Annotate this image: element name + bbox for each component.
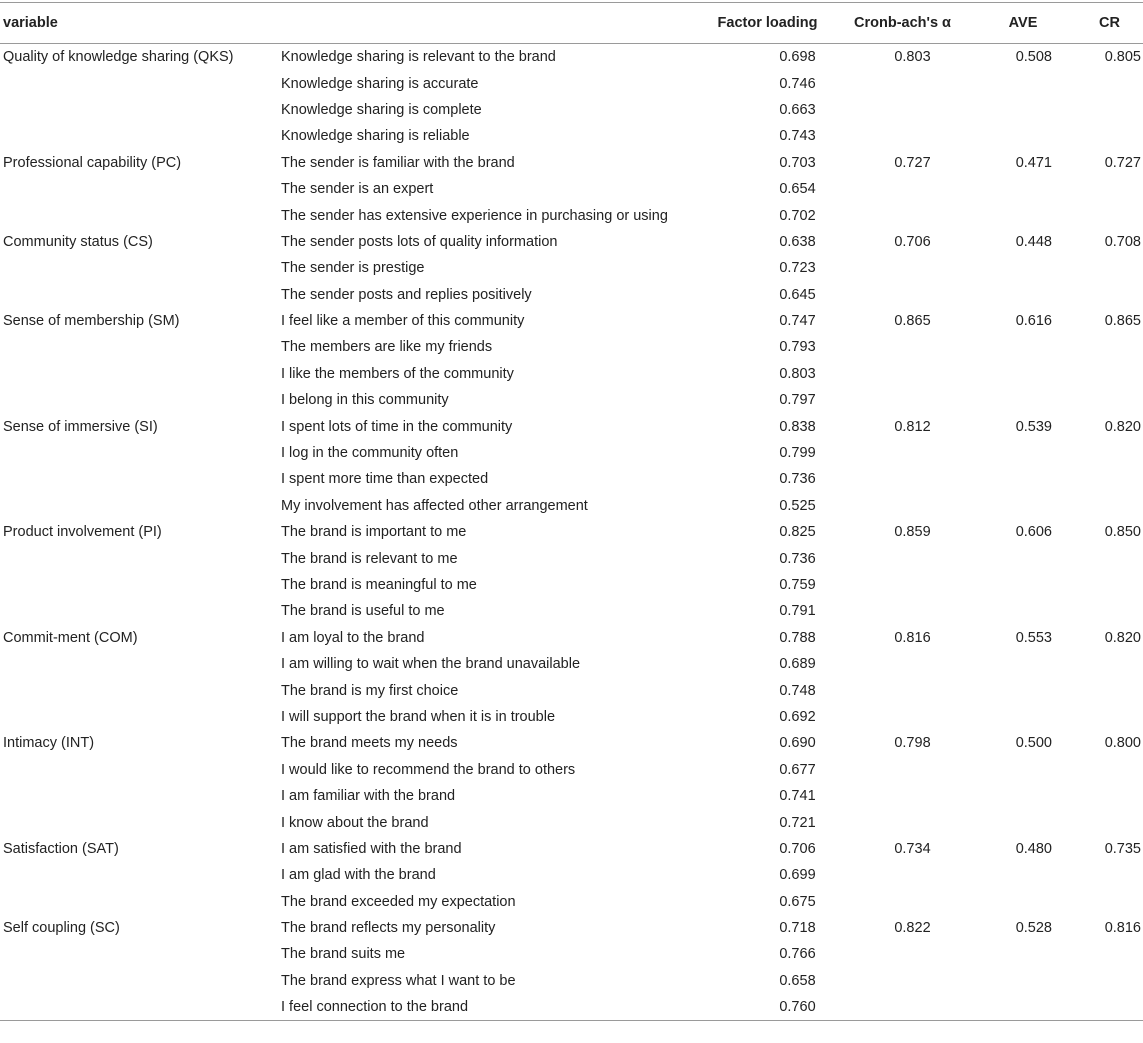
cell-variable <box>0 783 278 809</box>
header-ave: AVE <box>970 3 1076 44</box>
cell-ave <box>970 994 1076 1021</box>
cell-cr: 0.865 <box>1104 313 1141 330</box>
cell-ave: 0.448 <box>1015 233 1052 250</box>
cell-ave <box>970 466 1076 492</box>
cell-alpha: 0.798 <box>894 735 931 752</box>
cell-variable <box>0 545 278 571</box>
table-row <box>0 387 1143 413</box>
table-row <box>0 70 1143 96</box>
cell-factor-loading: 0.747 <box>779 313 816 330</box>
cell-factor-loading: 0.743 <box>779 128 816 145</box>
cell-ave <box>970 70 1076 96</box>
cell-item: The brand is my first choice <box>281 682 459 699</box>
cell-alpha: 0.812 <box>894 418 931 435</box>
cell-ave <box>970 123 1076 149</box>
cell-factor-loading: 0.793 <box>779 339 816 356</box>
cell-ave: 0.553 <box>1015 629 1052 646</box>
cell-cr: 0.816 <box>1104 920 1141 937</box>
cell-cr <box>1076 809 1143 835</box>
cell-variable: Sense of immersive (SI) <box>3 418 158 435</box>
cell-variable: Quality of knowledge sharing (QKS) <box>3 49 234 66</box>
table-row <box>0 229 1143 255</box>
cell-factor-loading: 0.698 <box>779 49 816 66</box>
cell-alpha <box>835 704 970 730</box>
cell-cr: 0.735 <box>1104 840 1141 857</box>
table-row <box>0 994 1143 1021</box>
cell-factor-loading: 0.675 <box>779 893 816 910</box>
cell-variable: Intimacy (INT) <box>3 735 95 752</box>
table-row <box>0 545 1143 571</box>
cell-alpha <box>835 862 970 888</box>
table-row <box>0 783 1143 809</box>
cell-factor-loading: 0.741 <box>779 788 816 805</box>
cell-cr <box>1076 202 1143 228</box>
cell-alpha <box>835 70 970 96</box>
cell-alpha <box>835 545 970 571</box>
cell-factor-loading: 0.748 <box>779 682 816 699</box>
header-item <box>278 3 700 44</box>
cell-variable <box>0 651 278 677</box>
header-factor-loading: Factor loading <box>700 3 835 44</box>
cell-variable <box>0 123 278 149</box>
cell-ave <box>970 545 1076 571</box>
table-row <box>0 757 1143 783</box>
cell-factor-loading: 0.654 <box>779 181 816 198</box>
table-row <box>0 572 1143 598</box>
cell-variable <box>0 677 278 703</box>
cell-item: The sender posts and replies positively <box>281 286 532 303</box>
header-variable: variable <box>0 3 278 44</box>
cell-factor-loading: 0.703 <box>779 154 816 171</box>
cell-ave <box>970 598 1076 624</box>
cell-item: The sender has extensive experience in purchasing or using <box>281 207 668 224</box>
cell-factor-loading: 0.797 <box>779 392 816 409</box>
cell-cr <box>1076 361 1143 387</box>
table-row <box>0 150 1143 176</box>
cell-variable <box>0 704 278 730</box>
cell-variable <box>0 572 278 598</box>
cell-cr <box>1076 677 1143 703</box>
cell-ave <box>970 862 1076 888</box>
table-row <box>0 677 1143 703</box>
cell-alpha <box>835 334 970 360</box>
cell-ave <box>970 704 1076 730</box>
cell-cr <box>1076 572 1143 598</box>
table-row <box>0 915 1143 941</box>
table-row <box>0 308 1143 334</box>
cell-alpha <box>835 361 970 387</box>
cell-cr <box>1076 598 1143 624</box>
cell-alpha <box>835 466 970 492</box>
cell-ave <box>970 440 1076 466</box>
cell-variable <box>0 889 278 915</box>
cell-ave <box>970 97 1076 123</box>
table-row <box>0 255 1143 281</box>
cell-ave <box>970 282 1076 308</box>
cell-factor-loading: 0.699 <box>779 867 816 884</box>
cell-cr: 0.820 <box>1104 418 1141 435</box>
cell-variable <box>0 387 278 413</box>
cell-factor-loading: 0.677 <box>779 761 816 778</box>
cell-item: The sender is familiar with the brand <box>281 154 515 171</box>
cell-item: The sender posts lots of quality information <box>281 233 558 250</box>
cell-alpha <box>835 97 970 123</box>
cell-cr: 0.820 <box>1104 629 1141 646</box>
cell-factor-loading: 0.760 <box>700 994 835 1021</box>
table-row <box>0 123 1143 149</box>
cell-factor-loading: 0.803 <box>779 365 816 382</box>
table-row <box>0 968 1143 994</box>
cell-cr <box>1076 334 1143 360</box>
header-row <box>0 3 1143 44</box>
cell-cr: 0.850 <box>1104 524 1141 541</box>
cell-alpha <box>835 493 970 519</box>
table-row <box>0 941 1143 967</box>
cell-cr <box>1076 704 1143 730</box>
cell-variable <box>0 440 278 466</box>
cell-alpha <box>835 123 970 149</box>
cell-ave: 0.471 <box>1015 154 1052 171</box>
cell-item: I am loyal to the brand <box>281 629 425 646</box>
cell-ave <box>970 809 1076 835</box>
cell-item: The brand is meaningful to me <box>281 577 477 593</box>
cell-variable <box>0 282 278 308</box>
cell-variable <box>0 493 278 519</box>
cell-variable <box>0 176 278 202</box>
cell-variable <box>0 968 278 994</box>
cell-cr: 0.805 <box>1104 49 1141 66</box>
cell-cr: 0.727 <box>1104 154 1141 171</box>
cell-item: I belong in this community <box>281 392 449 409</box>
cell-alpha: 0.859 <box>894 524 931 541</box>
table-row <box>0 413 1143 439</box>
table-row <box>0 97 1143 123</box>
cell-factor-loading: 0.838 <box>779 418 816 435</box>
table-row <box>0 889 1143 915</box>
cell-alpha <box>835 282 970 308</box>
cell-alpha <box>835 598 970 624</box>
cell-factor-loading: 0.723 <box>779 260 816 277</box>
cell-alpha: 0.803 <box>894 49 931 66</box>
cell-item: I am glad with the brand <box>281 867 436 884</box>
table-row <box>0 598 1143 624</box>
cell-ave: 0.480 <box>1015 840 1052 857</box>
table-row <box>0 466 1143 492</box>
cell-factor-loading: 0.721 <box>779 814 816 831</box>
table-row <box>0 282 1143 308</box>
cell-cr <box>1076 70 1143 96</box>
cell-alpha <box>835 783 970 809</box>
cell-item: The brand is important to me <box>281 524 467 541</box>
cell-cr <box>1076 862 1143 888</box>
table-row <box>0 361 1143 387</box>
cell-ave: 0.539 <box>1015 418 1052 435</box>
cell-alpha <box>835 176 970 202</box>
cell-item: Knowledge sharing is complete <box>281 101 482 118</box>
table-row <box>0 651 1143 677</box>
cell-factor-loading: 0.638 <box>779 233 816 250</box>
cell-item: Knowledge sharing is relevant to the brand <box>281 49 556 66</box>
cell-alpha <box>835 202 970 228</box>
cell-cr <box>1076 994 1143 1021</box>
cell-variable <box>0 994 278 1021</box>
cell-variable <box>0 757 278 783</box>
cell-ave <box>970 783 1076 809</box>
cell-variable: Commit-ment (COM) <box>3 629 138 646</box>
cell-factor-loading: 0.645 <box>779 286 816 303</box>
cell-ave <box>970 202 1076 228</box>
cell-ave <box>970 176 1076 202</box>
cell-cr <box>1076 123 1143 149</box>
cell-item: I would like to recommend the brand to others <box>281 761 576 778</box>
cell-factor-loading: 0.690 <box>779 735 816 752</box>
cell-alpha <box>835 968 970 994</box>
cell-alpha <box>835 387 970 413</box>
cell-ave <box>970 255 1076 281</box>
cell-variable <box>0 862 278 888</box>
cell-variable <box>0 941 278 967</box>
table-row <box>0 334 1143 360</box>
cell-item: I feel connection to the brand <box>278 994 700 1021</box>
cell-item: The brand express what I want to be <box>281 972 516 989</box>
cell-item: My involvement has affected other arrangement <box>281 497 588 514</box>
cell-factor-loading: 0.746 <box>779 75 816 92</box>
cell-item: I spent lots of time in the community <box>281 418 513 435</box>
cell-cr <box>1076 941 1143 967</box>
cell-cr: 0.708 <box>1104 233 1141 250</box>
cell-ave <box>970 334 1076 360</box>
table-row <box>0 862 1143 888</box>
cell-factor-loading: 0.759 <box>779 577 816 593</box>
cell-ave <box>970 889 1076 915</box>
cell-item: Knowledge sharing is reliable <box>281 128 470 145</box>
cell-cr <box>1076 466 1143 492</box>
cell-ave: 0.616 <box>1015 313 1052 330</box>
cell-cr <box>1076 651 1143 677</box>
cell-ave <box>970 677 1076 703</box>
cell-ave <box>970 651 1076 677</box>
cell-item: The brand exceeded my expectation <box>281 893 516 910</box>
cell-ave <box>970 968 1076 994</box>
cell-alpha: 0.816 <box>894 629 931 646</box>
table-body <box>0 44 1143 1021</box>
cell-item: The members are like my friends <box>281 339 493 356</box>
table-row <box>0 44 1143 71</box>
reliability-table <box>0 2 1143 1021</box>
cell-factor-loading: 0.663 <box>779 101 816 118</box>
table-row <box>0 625 1143 651</box>
cell-item: The brand is useful to me <box>281 603 445 620</box>
table-header <box>0 3 1143 44</box>
cell-item: I feel like a member of this community <box>281 313 525 330</box>
cell-alpha: 0.706 <box>894 233 931 250</box>
cell-factor-loading: 0.706 <box>779 840 816 857</box>
cell-variable <box>0 598 278 624</box>
cell-item: The brand meets my needs <box>281 735 458 752</box>
cell-variable <box>0 70 278 96</box>
cell-item: Knowledge sharing is accurate <box>281 75 479 92</box>
table-row <box>0 440 1143 466</box>
cell-variable: Product involvement (PI) <box>3 524 162 541</box>
cell-alpha <box>835 572 970 598</box>
cell-factor-loading: 0.799 <box>779 445 816 462</box>
cell-ave: 0.508 <box>1015 49 1052 66</box>
cell-variable <box>0 334 278 360</box>
cell-variable <box>0 809 278 835</box>
cell-ave <box>970 361 1076 387</box>
cell-alpha <box>835 941 970 967</box>
cell-cr <box>1076 387 1143 413</box>
cell-cr <box>1076 176 1143 202</box>
cell-factor-loading: 0.692 <box>779 708 816 725</box>
cell-item: The brand suits me <box>281 946 406 963</box>
table-row <box>0 809 1143 835</box>
cell-factor-loading: 0.718 <box>779 920 816 937</box>
cell-cr <box>1076 889 1143 915</box>
cell-ave: 0.500 <box>1015 735 1052 752</box>
header-alpha: Cronb-ach's α <box>835 3 970 44</box>
cell-cr <box>1076 968 1143 994</box>
cell-item: I know about the brand <box>281 814 429 831</box>
cell-ave: 0.528 <box>1015 920 1052 937</box>
cell-item: I spent more time than expected <box>281 471 489 488</box>
cell-variable: Community status (CS) <box>3 233 153 250</box>
cell-alpha <box>835 255 970 281</box>
cell-cr <box>1076 440 1143 466</box>
cell-variable <box>0 255 278 281</box>
cell-item: The sender is prestige <box>281 260 425 277</box>
table-row <box>0 202 1143 228</box>
cell-item: I am satisfied with the brand <box>281 840 462 857</box>
cell-variable <box>0 361 278 387</box>
cell-ave: 0.606 <box>1015 524 1052 541</box>
cell-factor-loading: 0.702 <box>779 207 816 224</box>
cell-variable: Professional capability (PC) <box>3 154 182 171</box>
cell-alpha <box>835 994 970 1021</box>
cell-factor-loading: 0.825 <box>779 524 816 541</box>
table-row <box>0 519 1143 545</box>
table-row <box>0 704 1143 730</box>
cell-factor-loading: 0.689 <box>779 656 816 673</box>
header-cr: CR <box>1076 3 1143 44</box>
cell-cr: 0.800 <box>1104 735 1141 752</box>
cell-factor-loading: 0.525 <box>779 497 816 514</box>
cell-cr <box>1076 493 1143 519</box>
cell-alpha <box>835 651 970 677</box>
cell-item: I am willing to wait when the brand unavailable <box>281 656 581 673</box>
cell-cr <box>1076 255 1143 281</box>
cell-variable: Self coupling (SC) <box>3 920 120 937</box>
cell-ave <box>970 941 1076 967</box>
cell-cr <box>1076 757 1143 783</box>
cell-item: I log in the community often <box>281 445 459 462</box>
cell-alpha <box>835 440 970 466</box>
cell-factor-loading: 0.766 <box>779 946 816 963</box>
cell-variable <box>0 202 278 228</box>
cell-factor-loading: 0.791 <box>779 603 816 620</box>
cell-cr <box>1076 545 1143 571</box>
cell-item: I like the members of the community <box>281 365 514 382</box>
cell-item: The sender is an expert <box>281 181 434 198</box>
cell-factor-loading: 0.736 <box>779 550 816 567</box>
table-row <box>0 176 1143 202</box>
cell-alpha: 0.822 <box>894 920 931 937</box>
cell-ave <box>970 757 1076 783</box>
cell-ave <box>970 493 1076 519</box>
cell-item: I am familiar with the brand <box>281 788 456 805</box>
cell-alpha: 0.734 <box>894 840 931 857</box>
cell-alpha: 0.865 <box>894 313 931 330</box>
table-row <box>0 493 1143 519</box>
cell-variable <box>0 97 278 123</box>
cell-item: The brand reflects my personality <box>281 920 496 937</box>
cell-factor-loading: 0.658 <box>779 972 816 989</box>
cell-variable: Satisfaction (SAT) <box>3 840 119 857</box>
cell-factor-loading: 0.788 <box>779 629 816 646</box>
cell-ave <box>970 572 1076 598</box>
table-row <box>0 836 1143 862</box>
cell-ave <box>970 387 1076 413</box>
table-row <box>0 730 1143 756</box>
cell-variable: Sense of membership (SM) <box>3 313 180 330</box>
cell-item: The brand is relevant to me <box>281 550 458 567</box>
cell-alpha <box>835 757 970 783</box>
cell-cr <box>1076 282 1143 308</box>
cell-cr <box>1076 783 1143 809</box>
cell-variable <box>0 466 278 492</box>
cell-item: I will support the brand when it is in trouble <box>281 708 556 725</box>
cell-factor-loading: 0.736 <box>779 471 816 488</box>
cell-alpha: 0.727 <box>894 154 931 171</box>
cell-cr <box>1076 97 1143 123</box>
cell-alpha <box>835 677 970 703</box>
cell-alpha <box>835 809 970 835</box>
cell-alpha <box>835 889 970 915</box>
